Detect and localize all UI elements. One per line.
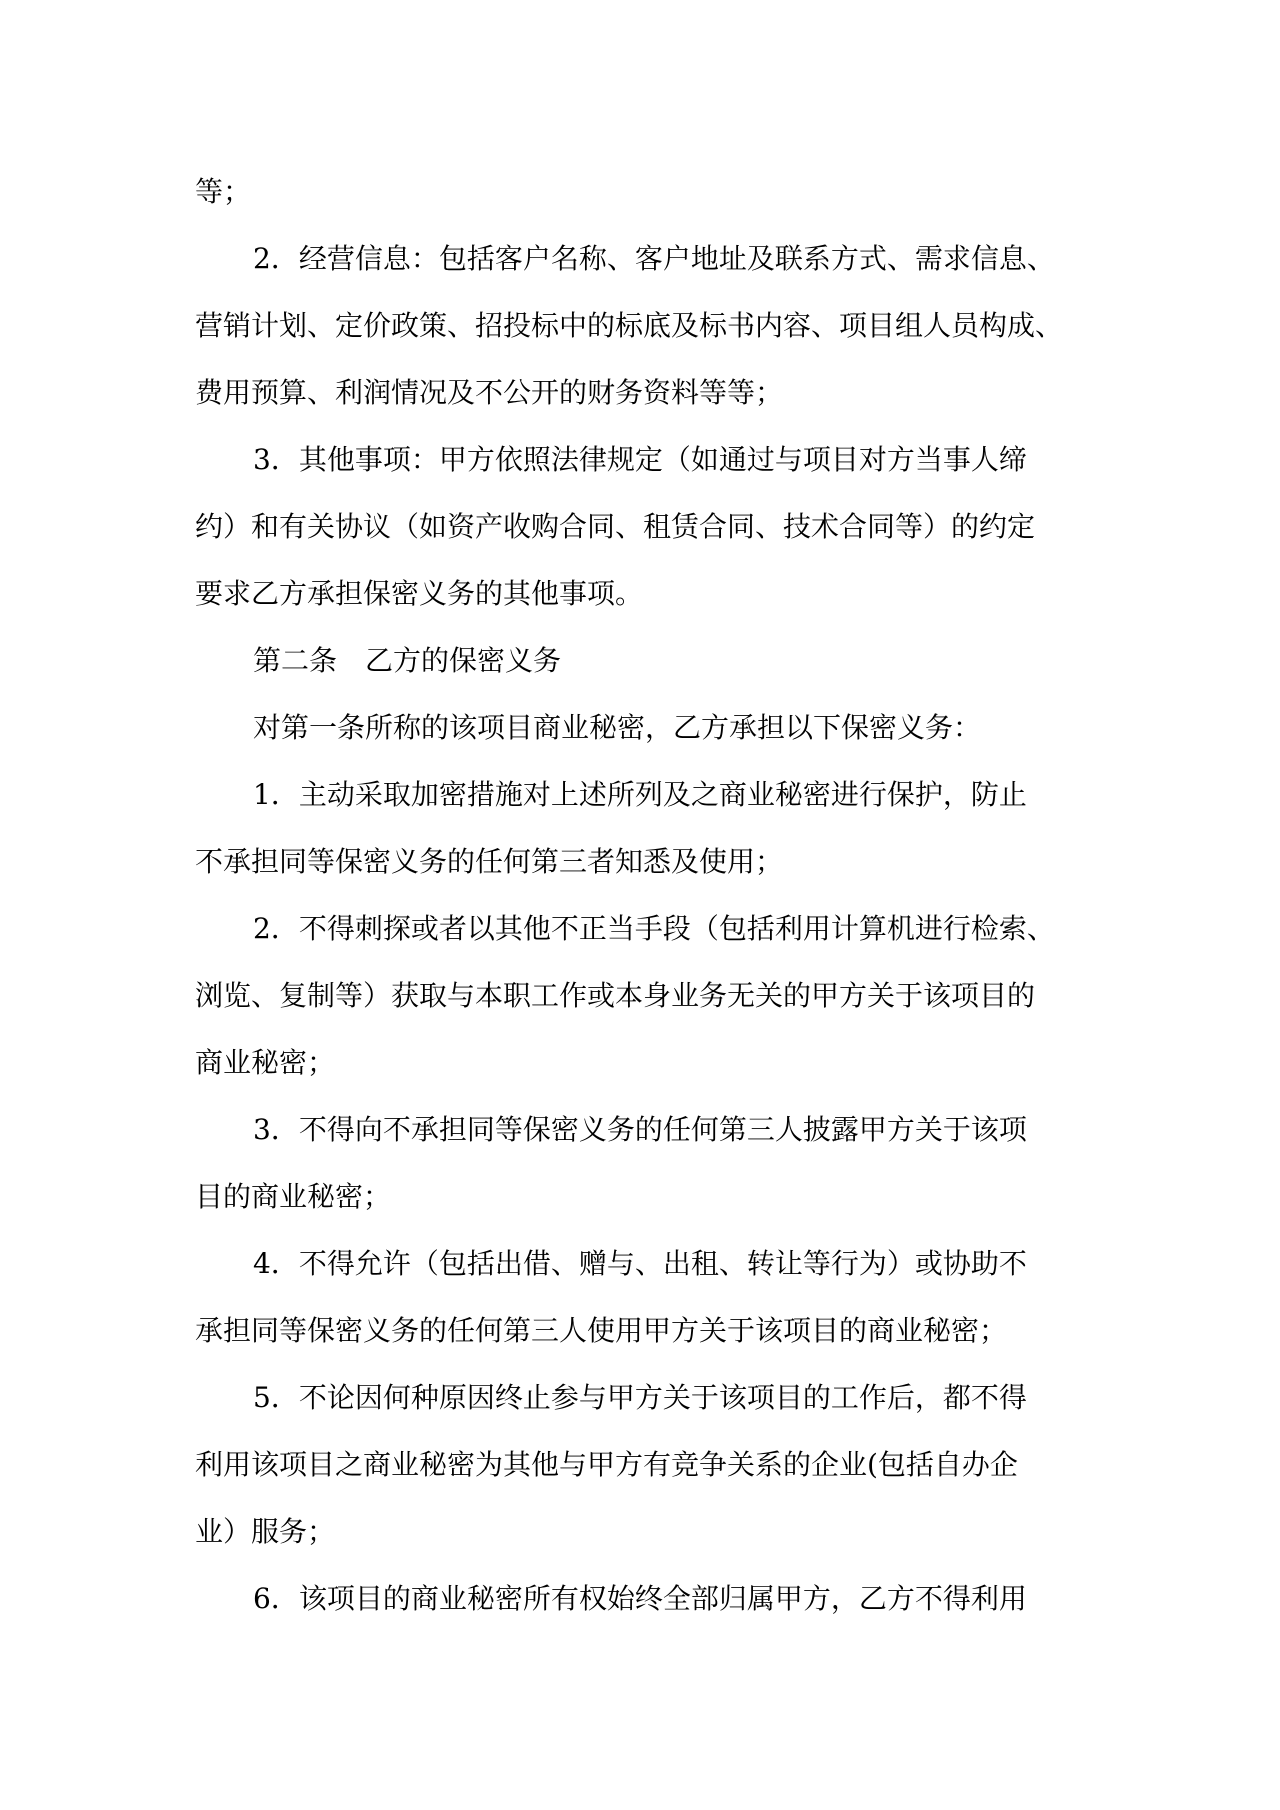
text-line: 商业秘密； (195, 1046, 336, 1079)
text-line: 3．其他事项：甲方依照法律规定（如通过与项目对方当事人缔 (253, 443, 1027, 476)
text-line: 承担同等保密义务的任何第三人使用甲方关于该项目的商业秘密； (195, 1314, 1008, 1347)
article-heading (195, 627, 1105, 694)
text-line: 6．该项目的商业秘密所有权始终全部归属甲方，乙方不得利用 (253, 1582, 1027, 1615)
text-line: 2．经营信息：包括客户名称、客户地址及联系方式、需求信息、 (253, 242, 1055, 275)
paragraph-other-matters (195, 426, 1105, 627)
text-line: 费用预算、利润情况及不公开的财务资料等等； (195, 376, 784, 409)
text-line: 目的商业秘密； (195, 1180, 392, 1213)
text-line: 1．主动采取加密措施对上述所列及之商业秘密进行保护，防止 (253, 778, 1027, 811)
text-line: 4．不得允许（包括出借、赠与、出租、转让等行为）或协助不 (253, 1247, 1027, 1280)
text-line: 等； (195, 175, 252, 208)
document-body (195, 158, 1105, 1632)
list-item-obligation-1 (195, 761, 1105, 895)
section-heading: 第二条 乙方的保密义务 (253, 644, 562, 677)
text-line: 营销计划、定价政策、招投标中的标底及标书内容、项目组人员构成、 (195, 309, 1064, 342)
text-line: 业）服务； (195, 1515, 336, 1548)
paragraph-business-info (195, 225, 1105, 426)
paragraph-article-intro (195, 694, 1105, 761)
paragraph-continuation (195, 158, 1105, 225)
text-line: 2．不得刺探或者以其他不正当手段（包括利用计算机进行检索、 (253, 912, 1055, 945)
list-item-obligation-2 (195, 895, 1105, 1096)
list-item-obligation-5 (195, 1364, 1105, 1565)
text-line: 要求乙方承担保密义务的其他事项。 (195, 577, 644, 610)
text-line: 对第一条所称的该项目商业秘密，乙方承担以下保密义务： (253, 711, 982, 744)
list-item-obligation-4 (195, 1230, 1105, 1364)
text-line: 3．不得向不承担同等保密义务的任何第三人披露甲方关于该项 (253, 1113, 1027, 1146)
text-line: 5．不论因何种原因终止参与甲方关于该项目的工作后，都不得 (253, 1381, 1027, 1414)
list-item-obligation-6 (195, 1565, 1105, 1632)
text-line: 利用该项目之商业秘密为其他与甲方有竞争关系的企业(包括自办企 (195, 1448, 1018, 1481)
text-line: 不承担同等保密义务的任何第三者知悉及使用； (195, 845, 784, 878)
text-line: 浏览、复制等）获取与本职工作或本身业务无关的甲方关于该项目的 (195, 979, 1036, 1012)
list-item-obligation-3 (195, 1096, 1105, 1230)
text-line: 约）和有关协议（如资产收购合同、租赁合同、技术合同等）的约定 (195, 510, 1036, 543)
